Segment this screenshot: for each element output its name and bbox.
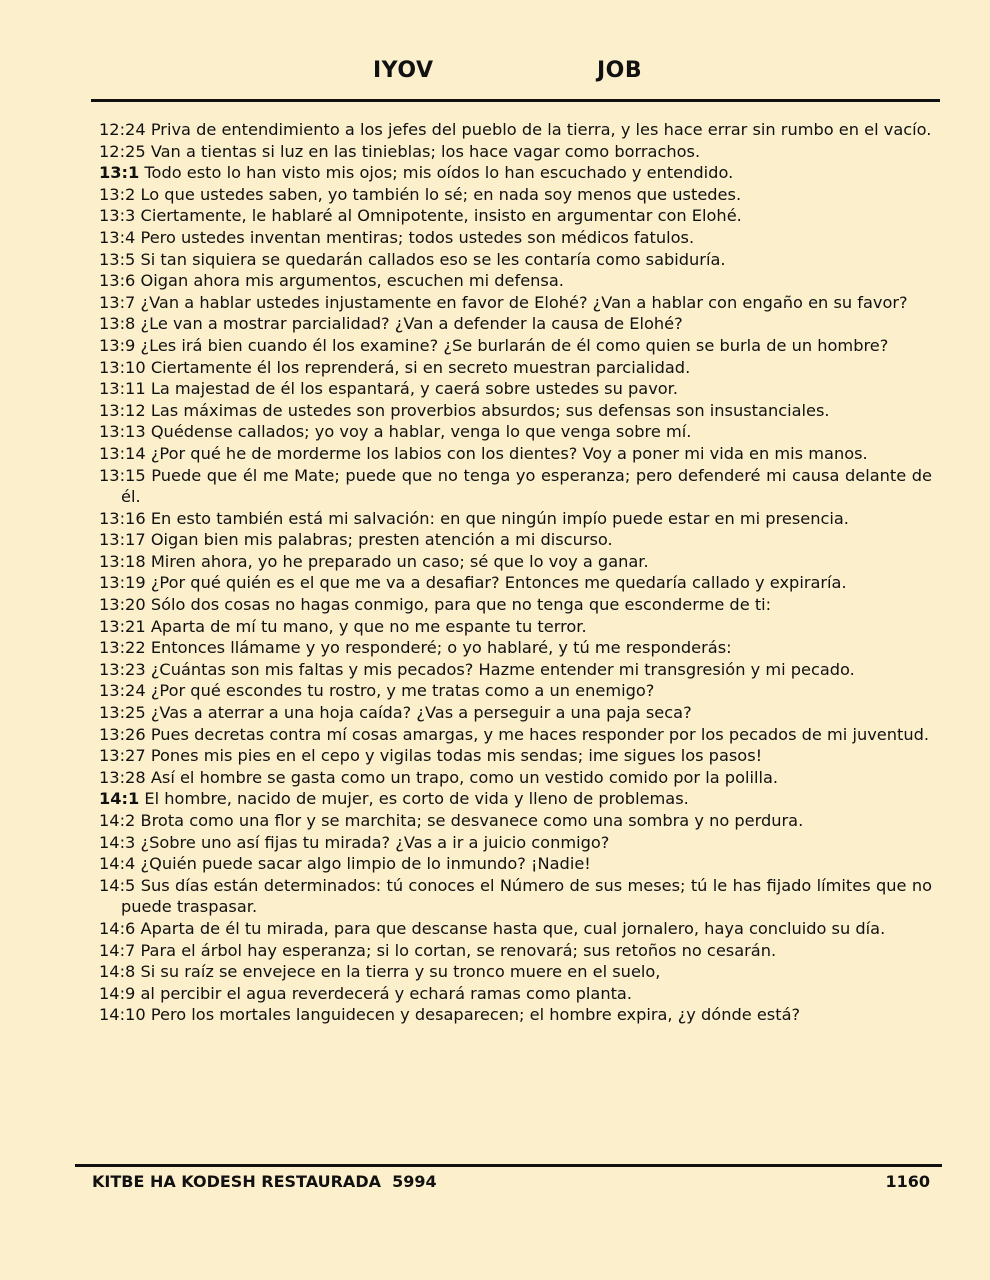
verse-text: La majestad de él los espantará, y caerá sobre ustedes su pavor. <box>150 379 678 399</box>
verse-reference: 14:5 <box>99 875 136 895</box>
verse-text: Entonces llámame y yo responderé; o yo hablaré, y tú me responderás: <box>150 638 732 658</box>
verse <box>99 205 932 227</box>
verse-reference: 13:5 <box>99 249 136 269</box>
verse-reference: 13:27 <box>99 746 146 766</box>
verse <box>99 270 932 292</box>
verse-text: Todo esto lo han visto mis ojos; mis oídos lo han escuchado y entendido. <box>144 163 734 183</box>
verse <box>99 529 932 551</box>
verse <box>99 940 932 962</box>
verse-reference: 13:21 <box>99 616 146 636</box>
verse-reference: 14:9 <box>99 983 136 1003</box>
verse <box>99 400 932 422</box>
verse-text: ¿Cuántas son mis faltas y mis pecados? Hazme entender mi transgresión y mi pecado. <box>150 659 855 679</box>
verse-reference: 13:16 <box>99 508 146 528</box>
verse-text: Pero los mortales languidecen y desaparecen; el hombre expira, ¿y dónde está? <box>150 1005 801 1025</box>
verse-reference: 14:3 <box>99 832 136 852</box>
verse-text: Pero ustedes inventan mentiras; todos ustedes son médicos fatulos. <box>140 227 695 247</box>
verse-reference: 13:22 <box>99 638 146 658</box>
verse-reference: 13:24 <box>99 681 146 701</box>
verse-reference: 13:13 <box>99 422 146 442</box>
verse-text: ¿Van a hablar ustedes injustamente en favor de Elohé? ¿Van a hablar con engaño en su favor? <box>140 292 908 312</box>
verse-reference: 13:7 <box>99 292 136 312</box>
verse-text: Van a tientas si luz en las tinieblas; los hace vagar como borrachos. <box>150 141 701 161</box>
verse-text: ¿Quién puede sacar algo limpio de lo inmundo? ¡Nadie! <box>140 854 591 874</box>
verse <box>99 637 932 659</box>
verse-text: Ciertamente él los reprenderá, si en secreto muestran parcialidad. <box>150 357 691 377</box>
verse <box>99 853 932 875</box>
verse <box>99 659 932 681</box>
verse-text: ¿Les irá bien cuando él los examine? ¿Se burlarán de él como quien se burla de un hombre? <box>140 335 889 355</box>
verse <box>99 249 932 271</box>
verse-text: Pues decretas contra mí cosas amargas, y me haces responder por los pecados de mi juventud. <box>150 724 930 744</box>
header-divider <box>91 99 940 102</box>
verse <box>99 724 932 746</box>
verse-text: Aparta de mí tu mano, y que no me espante tu terror. <box>150 616 587 636</box>
english-book-title: JOB <box>597 58 643 83</box>
verse-reference: 14:6 <box>99 918 136 938</box>
verse-text: Oigan ahora mis argumentos, escuchen mi defensa. <box>140 271 564 291</box>
verse-text: Lo que ustedes saben, yo también lo sé; en nada soy menos que ustedes. <box>140 184 742 204</box>
verse-text: Pones mis pies en el cepo y vigilas todas mis sendas; ime sigues los pasos! <box>150 746 763 766</box>
hebrew-book-title: IYOV <box>373 58 434 83</box>
verse-list <box>99 119 932 1026</box>
verse <box>99 378 932 400</box>
verse-text: Las máximas de ustedes son proverbios absurdos; sus defensas son insustanciales. <box>150 400 830 420</box>
verse-reference: 13:1 <box>99 163 140 183</box>
verse <box>99 680 932 702</box>
verse-reference: 13:17 <box>99 530 146 550</box>
verse-text: Si su raíz se envejece en la tierra y su tronco muere en el suelo, <box>140 962 661 982</box>
verse-text: ¿Por qué quién es el que me va a desafiar? Entonces me quedaría callado y expiraría. <box>150 573 847 593</box>
page-number: 1160 <box>885 1172 930 1191</box>
verse-text: ¿Por qué he de morderme los labios con los dientes? Voy a poner mi vida en mis manos. <box>150 443 868 463</box>
verse-text: Aparta de él tu mirada, para que descanse hasta que, cual jornalero, haya concluido su día. <box>140 918 886 938</box>
verse-reference: 13:11 <box>99 379 146 399</box>
verse <box>99 357 932 379</box>
verse-text: Sus días están determinados: tú conoces el Número de sus meses; tú le has fijado límites que no puede traspasar. <box>121 875 932 917</box>
verse <box>99 119 932 141</box>
verse-reference: 14:8 <box>99 962 136 982</box>
verse-reference: 13:28 <box>99 767 146 787</box>
verse-reference: 14:10 <box>99 1005 146 1025</box>
verse-reference: 13:3 <box>99 206 136 226</box>
verse-text: ¿Vas a aterrar a una hoja caída? ¿Vas a perseguir a una paja seca? <box>150 703 692 723</box>
verse-text: Oigan bien mis palabras; presten atención a mi discurso. <box>150 530 613 550</box>
verse-text: Miren ahora, yo he preparado un caso; sé que lo voy a ganar. <box>150 551 649 571</box>
verse-text: Para el árbol hay esperanza; si lo cortan, se renovará; sus retoños no cesarán. <box>140 940 777 960</box>
verse-reference: 13:12 <box>99 400 146 420</box>
verse <box>99 313 932 335</box>
verse-text: Puede que él me Mate; puede que no tenga yo esperanza; pero defenderé mi causa delante de él. <box>121 465 932 507</box>
verse-reference: 12:24 <box>99 120 146 139</box>
verse-text: ¿Le van a mostrar parcialidad? ¿Van a defender la causa de Elohé? <box>140 314 683 334</box>
verse-reference: 13:4 <box>99 227 136 247</box>
verse-reference: 13:14 <box>99 443 146 463</box>
verse <box>99 184 932 206</box>
verse-text: al percibir el agua reverdecerá y echará ramas como planta. <box>140 983 632 1003</box>
verse <box>99 767 932 789</box>
verse <box>99 572 932 594</box>
verse <box>99 421 932 443</box>
verse <box>99 465 932 508</box>
verse <box>99 788 932 810</box>
verse <box>99 918 932 940</box>
verse-reference: 13:6 <box>99 271 136 291</box>
verse-reference: 14:2 <box>99 811 136 830</box>
verse-text: En esto también está mi salvación: en que ningún impío puede estar en mi presencia. <box>150 508 849 528</box>
verse <box>99 983 932 1005</box>
verse-reference: 12:25 <box>99 141 146 161</box>
verse <box>99 745 932 767</box>
verse <box>99 702 932 724</box>
verse <box>99 508 932 530</box>
verse <box>99 1004 932 1026</box>
verse-text: Quédense callados; yo voy a hablar, venga lo que venga sobre mí. <box>150 422 692 442</box>
verse-reference: 13:8 <box>99 314 136 334</box>
verse-text: Brota como una flor y se marchita; se desvanece como una sombra y no perdura. <box>140 811 804 830</box>
verse-text: Priva de entendimiento a los jefes del pueblo de la tierra, y les hace errar sin rumbo en el vacío. <box>150 120 932 139</box>
verse-reference: 13:26 <box>99 724 146 744</box>
verse-text: Así el hombre se gasta como un trapo, como un vestido comido por la polilla. <box>150 767 779 787</box>
verse-text: El hombre, nacido de mujer, es corto de vida y lleno de problemas. <box>144 789 689 809</box>
verse-text: Sólo dos cosas no hagas conmigo, para que no tenga que esconderme de ti: <box>150 595 772 615</box>
verse-reference: 13:25 <box>99 703 146 723</box>
verse-text: Si tan siquiera se quedarán callados eso se les contaría como sabiduría. <box>140 249 726 269</box>
verse <box>99 162 932 184</box>
verse-reference: 14:7 <box>99 940 136 960</box>
verse-reference: 14:4 <box>99 854 136 874</box>
footer-book-title: KITBE HA KODESH RESTAURADA 5994 <box>92 1172 437 1191</box>
verse <box>99 141 932 163</box>
verse <box>99 335 932 357</box>
verse-reference: 13:20 <box>99 595 146 615</box>
verse <box>99 594 932 616</box>
verse-reference: 13:19 <box>99 573 146 593</box>
verse <box>99 616 932 638</box>
verse-reference: 13:10 <box>99 357 146 377</box>
verse-text: ¿Sobre uno así fijas tu mirada? ¿Vas a ir a juicio conmigo? <box>140 832 610 852</box>
verse <box>99 832 932 854</box>
verse <box>99 292 932 314</box>
verse-reference: 13:18 <box>99 551 146 571</box>
verse <box>99 551 932 573</box>
verse-reference: 13:23 <box>99 659 146 679</box>
verse-reference: 14:1 <box>99 789 140 809</box>
footer-divider <box>75 1164 942 1167</box>
verse <box>99 875 932 918</box>
verse-reference: 13:9 <box>99 335 136 355</box>
verse-text: Ciertamente, le hablaré al Omnipotente, insisto en argumentar con Elohé. <box>140 206 742 226</box>
verse <box>99 227 932 249</box>
verse-text: ¿Por qué escondes tu rostro, y me tratas como a un enemigo? <box>150 681 655 701</box>
verse <box>99 443 932 465</box>
verse-reference: 13:2 <box>99 184 136 204</box>
verse <box>99 961 932 983</box>
verse-reference: 13:15 <box>99 465 146 485</box>
page-header <box>0 58 990 92</box>
verse <box>99 810 932 832</box>
